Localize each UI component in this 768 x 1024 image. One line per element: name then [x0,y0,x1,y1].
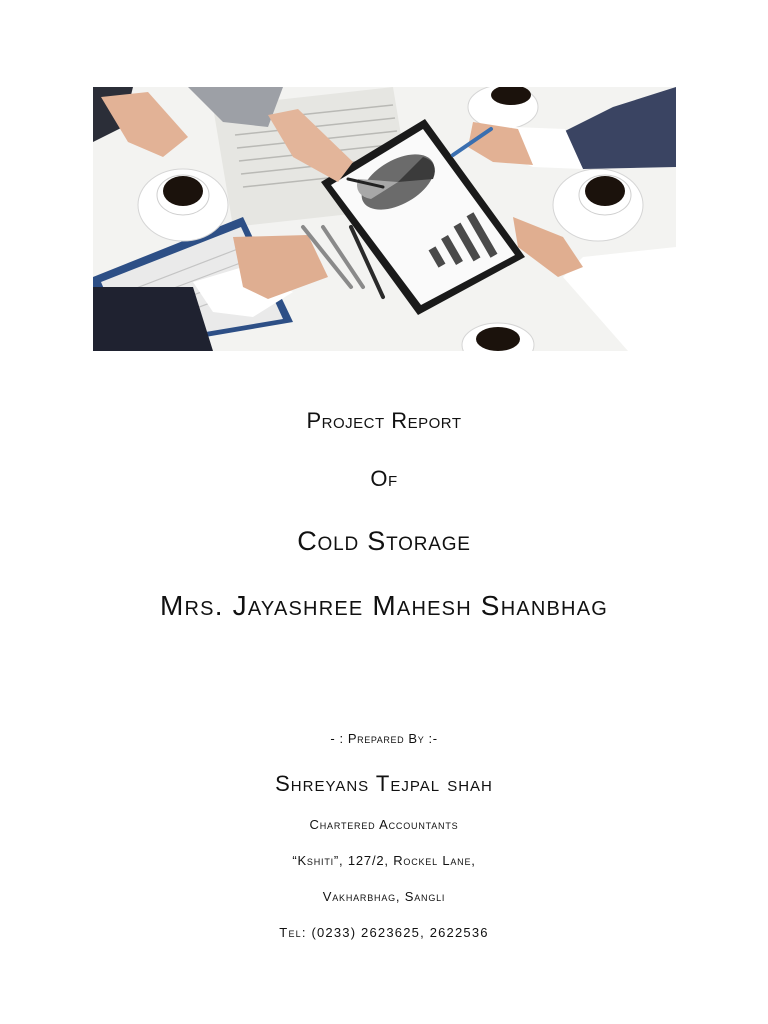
client-name: Mrs. Jayashree Mahesh Shanbhag [160,590,608,621]
title-of: Of [370,466,398,491]
preparer-designation: Chartered Accountants [309,817,459,832]
cover-photo [93,87,676,351]
title-project-report: Project Report [306,408,462,433]
address-line-1: “Kshiti”, 127/2, Rockel Lane, [292,853,476,868]
title-cold-storage: Cold Storage [297,526,471,556]
address-line-2: Vakharbhag, Sangli [322,889,446,904]
preparer-name: Shreyans Tejpal shah [275,771,493,796]
prepared-by-label: - : Prepared By :- [330,731,438,746]
telephone: Tel: (0233) 2623625, 2622536 [279,925,489,940]
